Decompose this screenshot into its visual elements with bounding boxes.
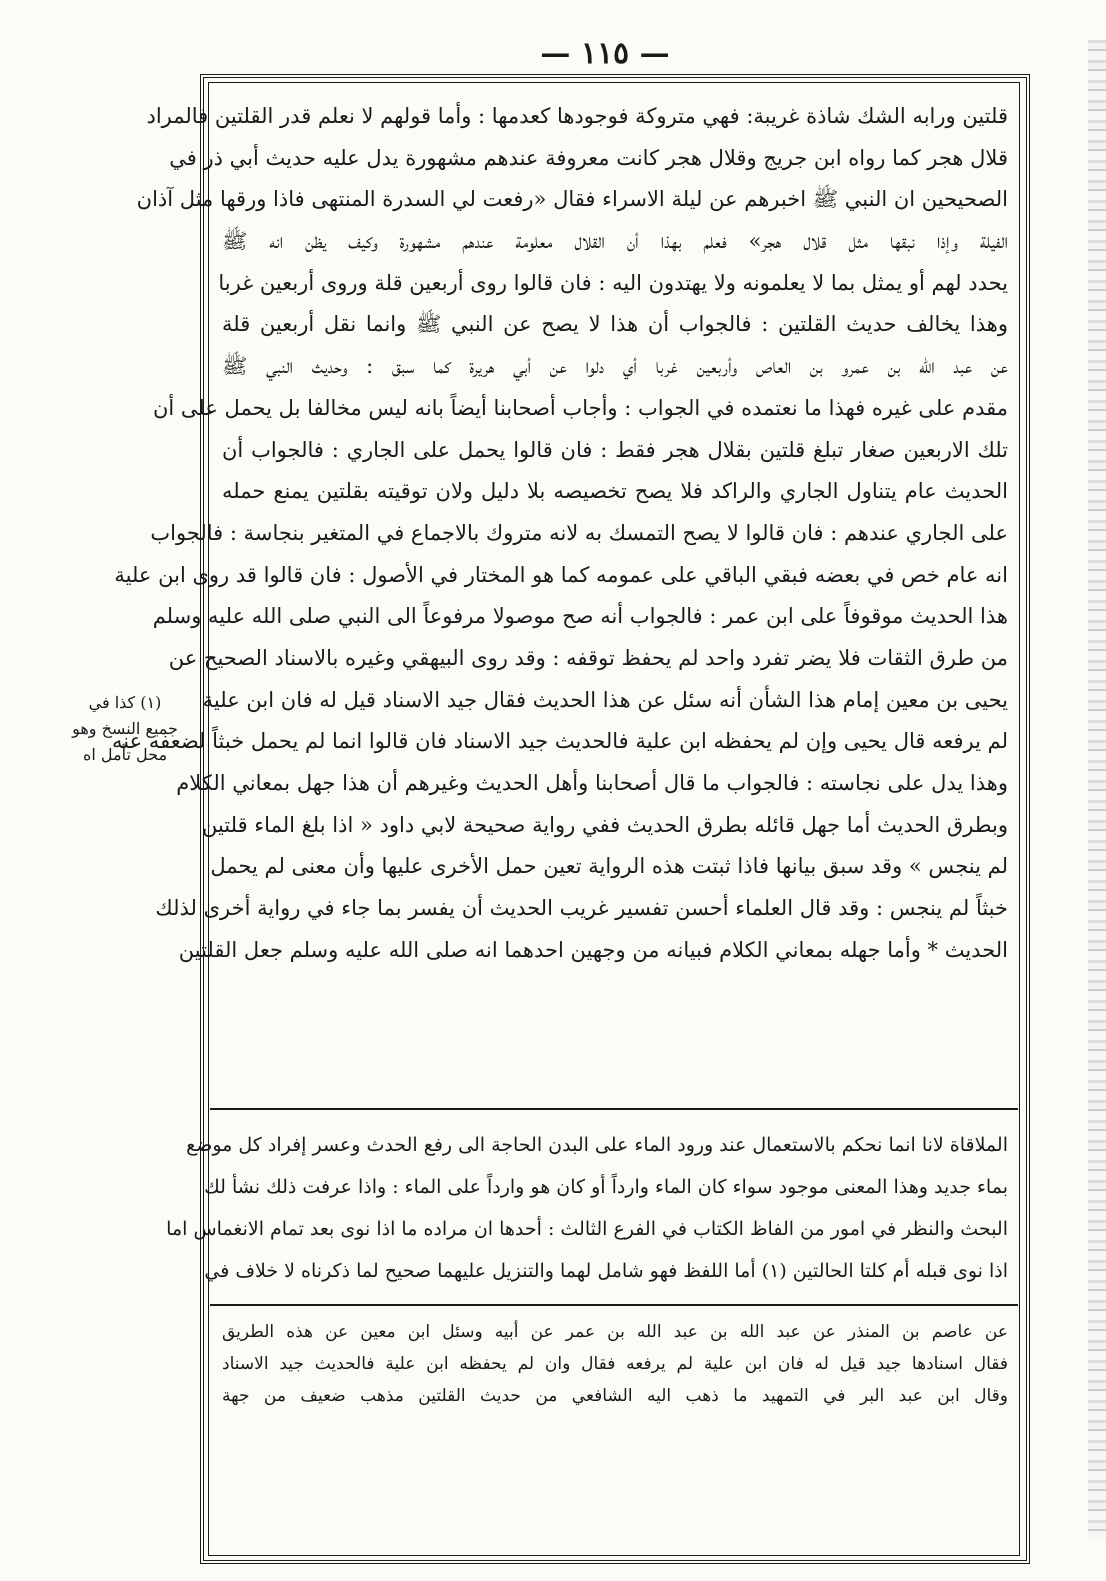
footnote-text-line: وقال ابن عبد البر في التمهيد ما ذهب اليه الشافعي من حديث القلتين مذهب ضعيف من جهة [222, 1386, 1008, 1406]
main-text-line: قلال هجر كما رواه ابن جريج وقلال هجر كانت معروفة عندهم مشهورة يدل عليه حديث أبي ذر في [169, 145, 1008, 170]
main-text-line: خبثاً لم ينجس : وقد قال العلماء أحسن تفسير غريب الحديث أن يفسر بما جاء في رواية أخرى لذلك [155, 896, 1008, 921]
main-text-line: مقدم على غيره فهذا ما نعتمده في الجواب : وأجاب أصحابنا أيضاً بانه ليس مخالفا بل يحمل على أن [152, 395, 1008, 420]
margin-note-line: جميع النسخ وهو [72, 719, 178, 738]
margin-note-line: محل تأمل اه [82, 745, 168, 764]
footnote-text [222, 1316, 1008, 1412]
main-text-line: الحديث عام يتناول الجاري والراكد فلا يصح تخصيصه بلا دليل ولان توقيته بقلتين يمنع حمله [222, 479, 1008, 504]
main-text-line: قلتين ورابه الشك شاذة غريبة: فهي متروكة فوجودها كعدمها : وأما قولهم لا نعلم قدر القلتين فالمراد [146, 104, 1008, 128]
main-text-line: الحديث * وأما جهله بمعاني الكلام فبيانه من وجهين احدهما انه صلى الله عليه وسلم جعل القلتين [178, 937, 1008, 962]
main-text-line: عن عبد الله بن عمرو بن العاص وأربعين غربا أي دلوا عن أبي هريرة كما سبق : وحديث النبي ﷺ [222, 354, 1008, 379]
main-text-line: الصحيحين ان النبي ﷺ اخبرهم عن ليلة الاسراء فقال «رفعت لي السدرة المنتهى فاذا ورقها مثل آذان [136, 187, 1008, 212]
margin-note [60, 690, 190, 768]
main-text-line: هذا الحديث موقوفاً على ابن عمر : فالجواب أنه صح موصولا مرفوعاً الى النبي صلى الله عليه وسلم [152, 604, 1008, 629]
page-number: — ١١٥ — [540, 36, 670, 71]
commentary-text-line: البحث والنظر في امور من الفاظ الكتاب في الفرع الثالث : أحدها ان مراده ما اذا نوى بعد تمام الانغماس اما [166, 1218, 1008, 1240]
footnote-text-line: عن عاصم بن المنذر عن عبد الله بن عبد الله بن عمر عن أبيه وسئل ابن معين عن هذه الطريق [222, 1322, 1008, 1342]
main-text-line: على الجاري عندهم : فان قالوا لا يصح التمسك به لانه متروك بالاجماع في المتغير بنجاسة : فالجواب [150, 520, 1008, 545]
commentary-text-line: اذا نوى قبله أم كلتا الحالتين (١) أما اللفظ فهو شامل لهما والتنزيل عليهما صحيح لما ذكرناه لا خلاف في [204, 1260, 1008, 1282]
main-text-line: انه عام خص في بعضه فبقي الباقي على عمومه كما هو المختار في الأصول : فان قالوا قد روى ابن علية [114, 562, 1008, 587]
commentary-text-line: بماء جديد وهذا المعنى موجود سواء كان الماء وارداً أو كان هو وارداً على الماء : واذا عرفت ذلك نشأ لك [204, 1176, 1008, 1198]
footnote-text-line: فقال اسنادها جيد قيل له فان ابن علية لم يرفعه فقال وان لم يحفظه ابن علية فالحديث جيد الاسناد [222, 1354, 1008, 1374]
main-text-line: وهذا يخالف حديث القلتين : فالجواب أن هذا لا يصح عن النبي ﷺ وانما نقل أربعين قلة [222, 312, 1008, 337]
divider-rule-main [210, 1108, 1018, 1110]
main-text-line: وبطرق الحديث أما جهل قائله بطرق الحديث ففي رواية صحيحة لابي داود « اذا بلغ الماء قلتين [201, 812, 1008, 837]
main-text-line: وهذا يدل على نجاسته : فالجواب ما قال أصحابنا وأهل الحديث وغيرهم أن هذا جهل بمعاني الكلام [176, 771, 1008, 795]
main-text-line: يحدد لهم أو يمثل بما لا يعلمونه ولا يهتدون اليه : فان قالوا روى أربعين قلة وروى أربعين غربا [218, 270, 1008, 295]
main-text-line: لم يرفعه قال يحيى وإن لم يحفظه ابن علية فالحديث جيد الاسناد فان قالوا انما لم يحمل خبثاً لضعفه عنه [112, 729, 1008, 754]
main-text-line: تلك الاربعين صغار تبلغ قلتين بقلال هجر فقط : فان قالوا يحمل على الجاري : فالجواب أن [222, 437, 1008, 462]
commentary-text [166, 1124, 1008, 1292]
main-text-line: يحيى بن معين إمام هذا الشأن أنه سئل عن هذا الحديث فقال جيد الاسناد قيل له فان ابن علية [202, 687, 1008, 712]
scan-edge-artifact [1088, 40, 1106, 1540]
divider-rule-footnote [210, 1304, 1018, 1306]
main-text-line: الفيلة وإذا نبقها مثل قلال هجر» فعلم بهذا أن القلال معلومة عندهم مشهورة وكيف يظن انه ﷺ [222, 229, 1008, 254]
commentary-text-line: الملاقاة لانا انما نحكم بالاستعمال عند ورود الماء على البدن الحاجة الى رفع الحدث وعسر إفراد كل موضع [186, 1134, 1008, 1156]
main-text-line: من طرق الثقات فلا يضر تفرد واحد لم يحفظ توقفه : وقد روى البيهقي وغيره بالاسناد الصحيح عن [168, 645, 1008, 670]
main-text-line: لم ينجس » وقد سبق بيانها فاذا ثبتت هذه الرواية تعين حمل الأخرى عليها وأن معنى لم يحمل [210, 854, 1008, 879]
margin-note-line: (١) كذا في [88, 693, 162, 712]
